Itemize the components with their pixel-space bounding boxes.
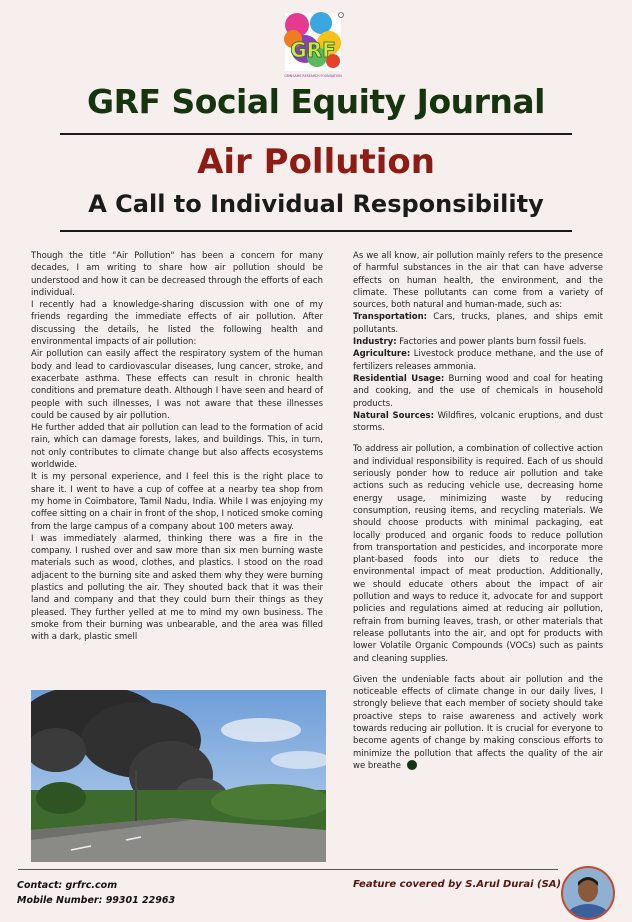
left-column xyxy=(31,250,323,644)
author-avatar xyxy=(561,866,615,920)
header-divider-top xyxy=(60,133,572,135)
feature-credit: Feature covered by S.Arul Durai (SA) xyxy=(353,879,562,890)
paragraph: Air pollution can easily affect the respiratory system of the human body and lead to cardiovascular diseases, lung cancer, stroke, and exacerbate asthma. These effects can result in chronic health conditions and premature death. Although I have seen and heard of people with such illnesses, I was not aware that these illnesses could be caused by air pollution. xyxy=(31,349,323,421)
journal-title: GRF Social Equity Journal xyxy=(87,82,545,121)
source-text: Wildfires, volcanic eruptions, and dust storms. xyxy=(353,410,604,434)
paragraph: I was immediately alarmed, thinking there was a fire in the company. I rushed over and saw more than six men burning waste materials such as wood, clothes, and plastics. I stood on the road adjacent to the burning site and asked them why they were burning plastics and polluting the air. They shouted back that it was their land and company and that they could burn their things as they pleased. They further yelled at me to mind my own business. The smoke from their burning was unbearable, and the area was filled with a dark, plastic smell xyxy=(31,533,323,643)
paragraph: I recently had a knowledge-sharing discussion with one of my friends regarding the immediate effects of air pollution. After discussing the details, he listed the following health and environmental impacts of air pollution: xyxy=(31,300,323,348)
paragraph: It is my personal experience, and I feel this is the right place to share it. I went to have a cup of coffee at a nearby tea shop from my home in Coimbatore, Tamil Nadu, India. While I was enjoying my coffee sitting on a chair in front of the shop, I noticed smoke coming from the large campus of a company about 100 meters away. xyxy=(31,472,323,532)
source-text: Cars, trucks, planes, and ships emit pollutants. xyxy=(353,312,603,335)
paragraph: To address air pollution, a combination of collective action and individual responsibility is required. Each of us should seriously ponder how to reduce air pollution and take actions such as reducing vehicle use, decreasing home energy usage, minimizing waste by reducing consumption, reusing items, and recycling materials. We should choose products with minimal packaging, eat locally produced and organic foods to reduce pollution from transportation and pesticides, and incorporate more plant-based foods into our diets to reduce the environmental impact of meat production. Additionally, we should educate others about the impact of air pollution and ways to reduce it, advocate for and support policies and regulations aimed at reducing air pollution, refrain from burning leaves, trash, or other materials that release pollutants into the air, and opt for products with lower Volatile Organic Compounds (VOCs) such as paints and cleaning supplies. xyxy=(353,444,603,664)
contact-website: Contact: grfrc.com xyxy=(17,880,118,891)
paragraph: He further added that air pollution can lead to the formation of acid rain, which can damage forests, lakes, and buildings. This, in turn, not only contributes to climate change but also affects ecosystems worldwide. xyxy=(31,423,323,471)
source-item xyxy=(353,348,603,373)
source-item xyxy=(353,336,603,348)
conclusion-text: Given the undeniable facts about air pollution and the noticeable effects of climate change in our daily lives, I strongly believe that each member of society should take proactive steps to raise awareness and actively work towards reducing air pollution. It is crucial for everyone to become agents of change by making conscious efforts to minimize the pollution that affects the quality of the air we breathe xyxy=(353,674,603,771)
paragraph: As we all know, air pollution mainly refers to the presence of harmful substances in the air that can have adverse effects on human health, the environment, and the climate. These pollutants can come from a variety of sources, both natural and human-made, such as: xyxy=(353,251,603,311)
grf-logo xyxy=(283,11,345,83)
footer-divider xyxy=(18,869,558,870)
source-label: Natural Sources: xyxy=(353,410,434,421)
source-label: Industry: xyxy=(353,337,397,348)
svg-text:GRINSAMS RESEARCH FOUNDATION: GRINSAMS RESEARCH FOUNDATION xyxy=(284,74,342,78)
contact-block xyxy=(17,878,175,908)
svg-text:GRF: GRF xyxy=(290,38,336,62)
paragraph xyxy=(353,674,603,772)
paragraph: Though the title "Air Pollution" has been a concern for many decades, I am writing to share how air pollution should be understood and how it can be decreased through the efforts of each individual. xyxy=(31,251,323,298)
source-label: Transportation: xyxy=(353,312,428,323)
contact-mobile: Mobile Number: 99301 22963 xyxy=(17,895,176,906)
article-subtitle: A Call to Individual Responsibility xyxy=(88,190,544,218)
source-text: Burning wood and coal for heating and cooking, and the use of chemicals in household products. xyxy=(353,373,604,409)
source-item xyxy=(353,410,603,435)
smoke-photo xyxy=(31,690,326,862)
source-item xyxy=(353,311,603,336)
source-label: Residential Usage: xyxy=(353,373,445,384)
source-text: Livestock produce methane, and the use of fertilizers releases ammonia. xyxy=(353,349,603,372)
header-divider-bottom xyxy=(60,230,572,232)
end-dot-icon xyxy=(407,760,417,770)
source-item xyxy=(353,373,603,410)
source-label: Agriculture: xyxy=(353,349,411,360)
right-column xyxy=(353,250,603,772)
article-title: Air Pollution xyxy=(197,142,435,182)
source-text: Factories and power plants burn fossil fuels. xyxy=(396,337,587,348)
